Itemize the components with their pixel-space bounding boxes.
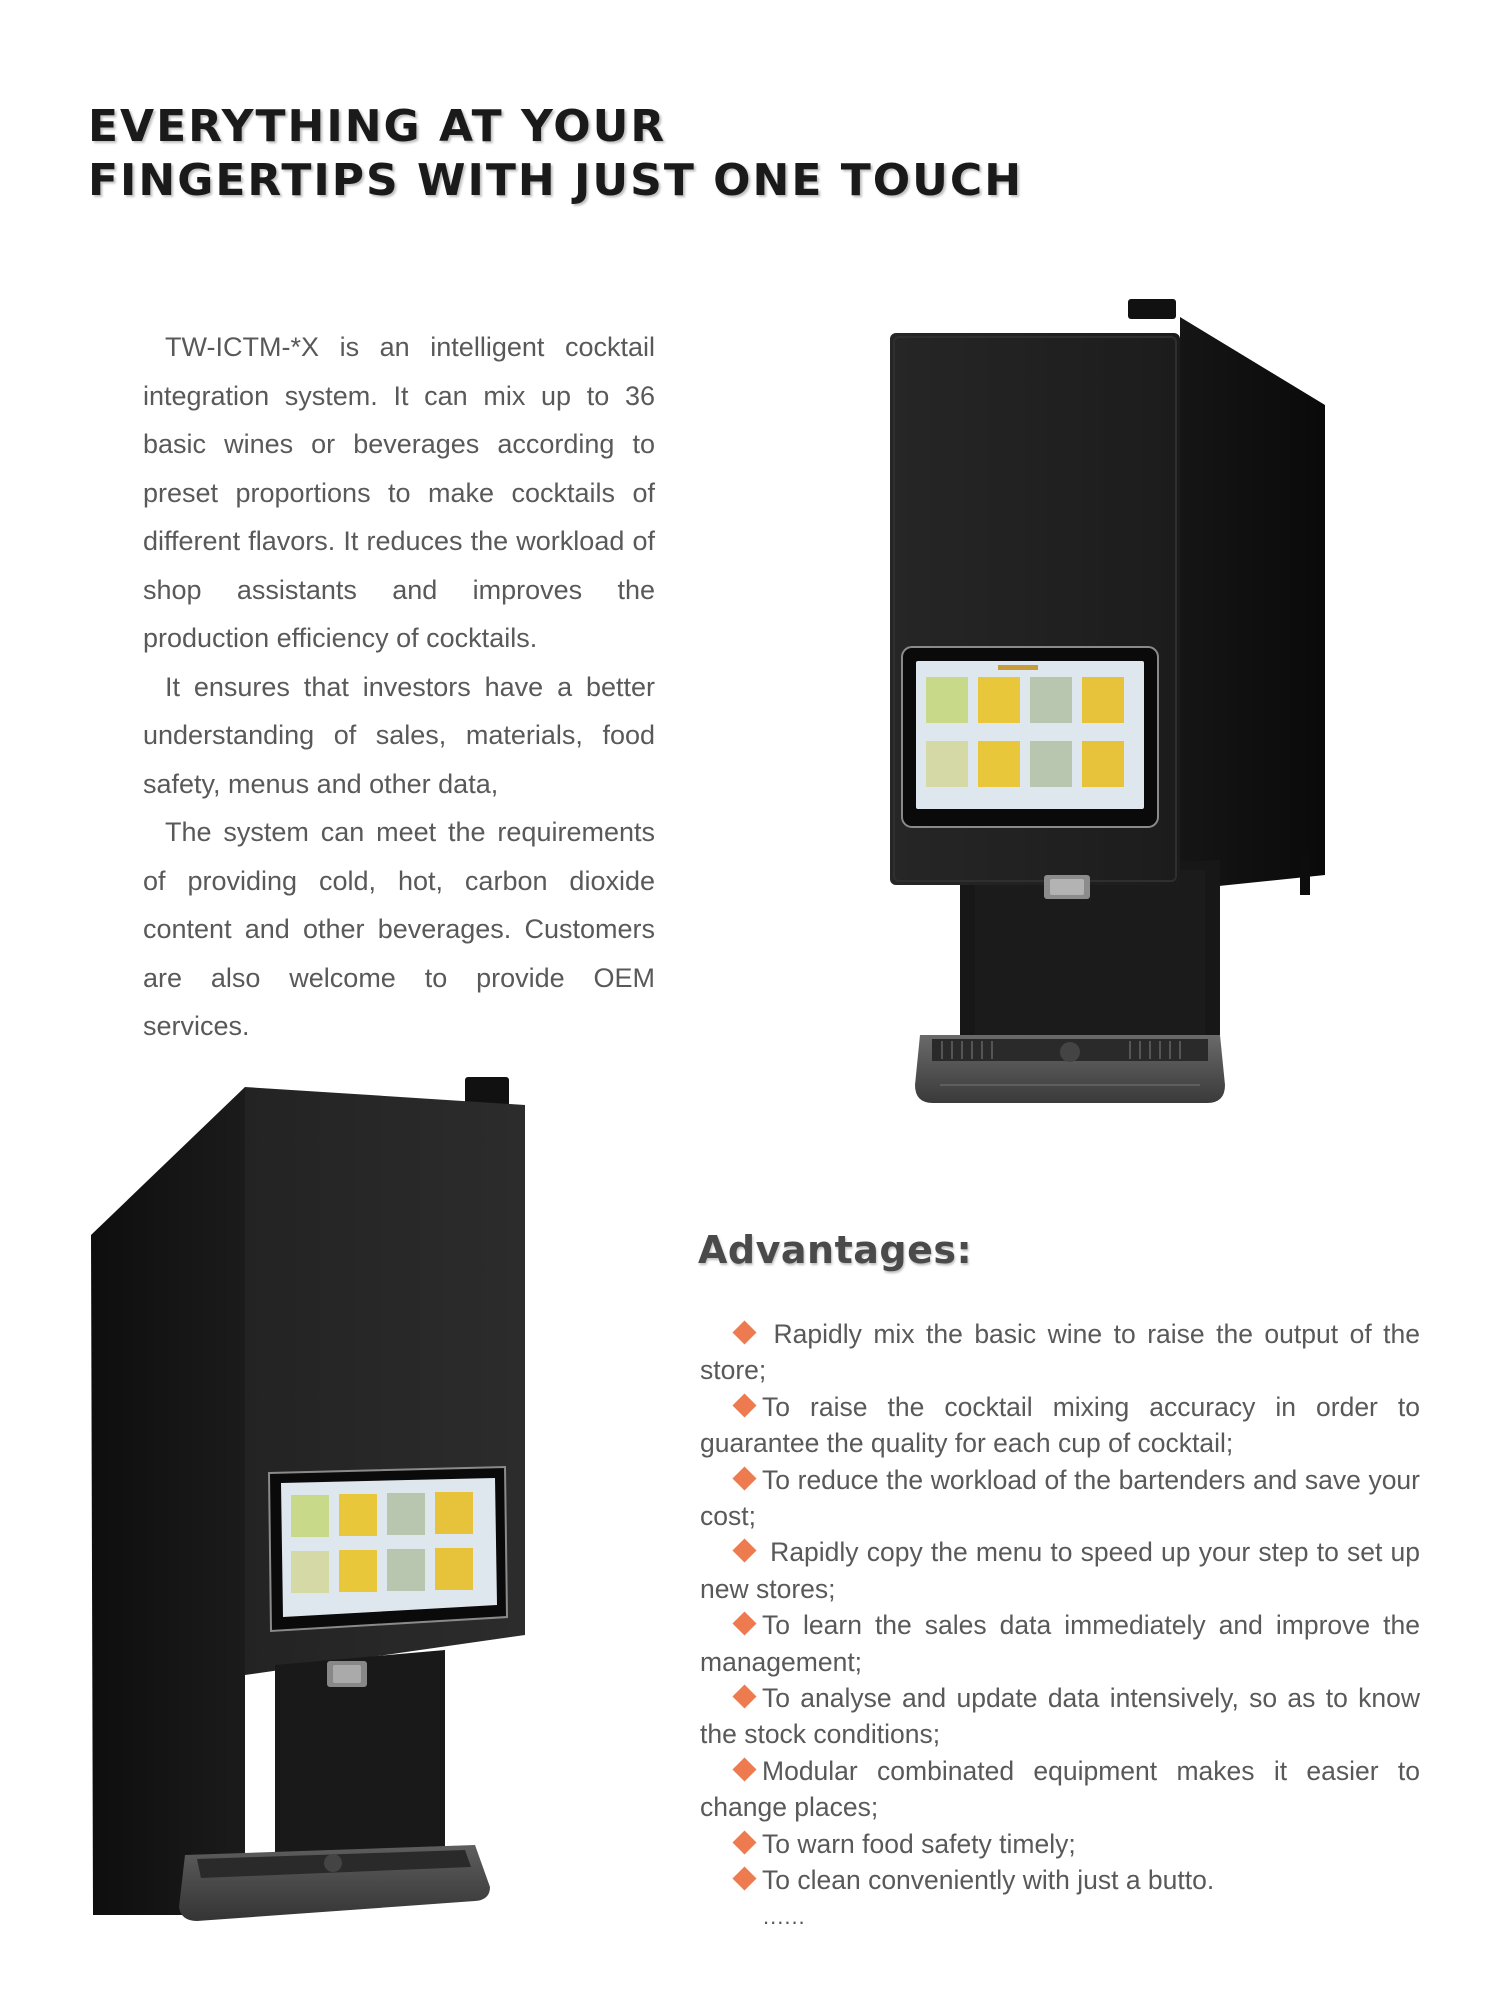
list-item: To analyse and update data intensively, so as to know the stock conditions; <box>700 1683 1420 1750</box>
machine-image-angled <box>85 1075 545 1930</box>
diamond-bullet-icon <box>732 1539 756 1563</box>
intro-text <box>143 323 655 1051</box>
list-item: To reduce the workload of the bartenders and save your cost; <box>700 1464 1420 1532</box>
page-title <box>88 100 1023 208</box>
diamond-bullet-icon <box>732 1867 756 1891</box>
page-title-line-1: EVERYTHING AT YOUR <box>88 101 667 152</box>
list-item: To learn the sales data immediately and improve the management; <box>700 1610 1420 1677</box>
diamond-bullet-icon <box>732 1466 756 1490</box>
advantages-title: Advantages: <box>698 1228 973 1272</box>
diamond-bullet-icon <box>732 1757 756 1781</box>
machine-image-front <box>880 295 1330 1125</box>
list-item: To clean conveniently with just a butto. <box>700 1862 1420 1898</box>
list-item: Rapidly copy the menu to speed up your step to set up new stores; <box>700 1537 1420 1604</box>
list-item: To raise the cocktail mixing accuracy in order to guarantee the quality for each cup of cocktail; <box>700 1391 1420 1459</box>
intro-paragraph: TW-ICTM-*X is an intelligent cocktail integration system. It can mix up to 36 basic wines or beverages according to preset proportions to make cocktails of different flavors. It reduces the workload of shop assistants and improves the production efficiency of cocktails. <box>143 332 655 653</box>
advantages-list <box>700 1316 1420 1899</box>
intro-paragraph: The system can meet the requirements of providing cold, hot, carbon dioxide content and other beverages. Customers are also welcome to provide OEM services. <box>143 817 655 1041</box>
diamond-bullet-icon <box>732 1612 756 1636</box>
list-item: Rapidly mix the basic wine to raise the output of the store; <box>700 1319 1420 1386</box>
diamond-bullet-icon <box>732 1685 756 1709</box>
diamond-bullet-icon <box>732 1830 756 1854</box>
page-title-line-2: FINGERTIPS WITH JUST ONE TOUCH <box>88 155 1024 206</box>
diamond-bullet-icon <box>732 1320 756 1344</box>
intro-paragraph: It ensures that investors have a better understanding of sales, materials, food safety, menus and other data, <box>143 671 655 799</box>
diamond-bullet-icon <box>732 1393 756 1417</box>
list-item: Modular combinated equipment makes it easier to change places; <box>700 1755 1420 1823</box>
list-item: To warn food safety timely; <box>700 1826 1420 1862</box>
advantages-ellipsis: ...... <box>763 1904 806 1929</box>
